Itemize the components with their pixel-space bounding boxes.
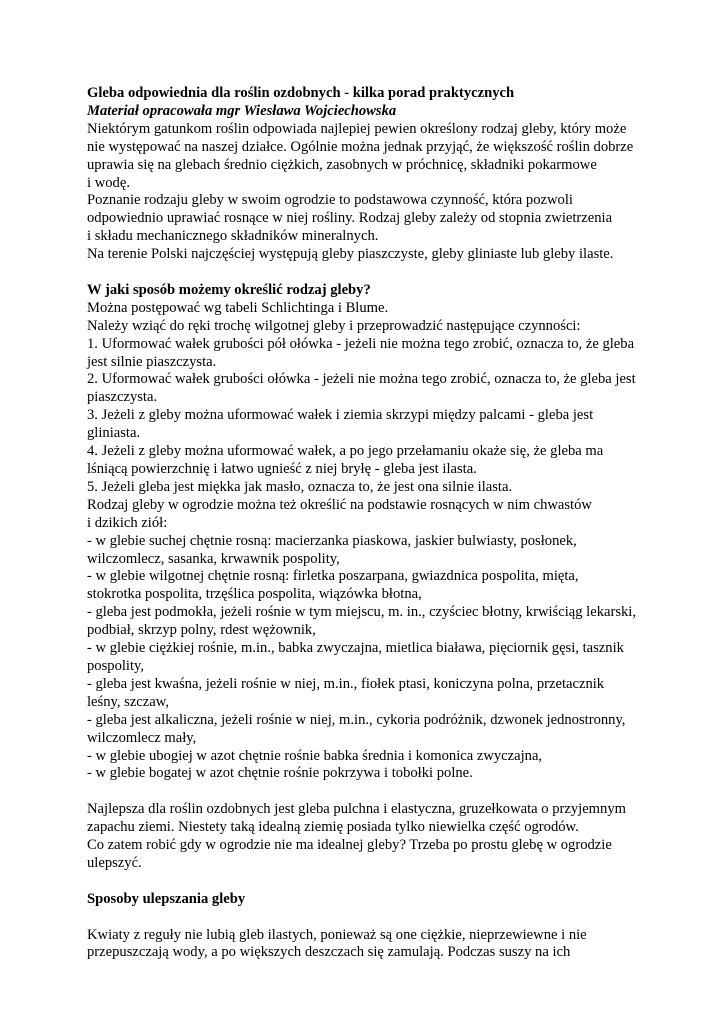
text-line: 1. Uformować wałek grubości pół ołówka - jeżeli nie można tego zrobić, oznacza to, że gleba (87, 335, 635, 352)
text-line: odpowiednio uprawiać rosnące w niej rośliny. Rodzaj gleby zależy od stopnia zwietrzenia (87, 210, 613, 227)
closing-paragraph (87, 801, 647, 873)
paragraph-gap (87, 909, 647, 927)
paragraph-gap (87, 264, 647, 282)
soil-type-instructions (87, 300, 647, 783)
text-line: nie występować na naszej działce. Ogólnie można jednak przyjąć, że większość roślin dobrze (87, 138, 634, 155)
text-line: 5. Jeżeli gleba jest miękka jak masło, oznacza to, że jest ona silnie ilasta. (87, 478, 513, 495)
text-line: Kwiaty z reguły nie lubią gleb ilastych, ponieważ są one ciężkie, nieprzewiewne i nie (87, 926, 587, 943)
text-line: pospolity, (87, 657, 145, 674)
text-line: - w glebie ciężkiej rośnie, m.in., babka zwyczajna, mietlica biaława, pięciornik gęsi, tasznik (87, 640, 624, 657)
text-line: gliniasta. (87, 425, 141, 442)
text-line: leśny, szczaw, (87, 693, 169, 710)
text-line: Można postępować wg tabeli Schlichtinga i Blume. (87, 299, 389, 316)
soil-improvement-paragraph (87, 927, 647, 963)
text-line: - gleba jest podmokła, jeżeli rośnie w tym miejscu, m. in., czyściec błotny, krwiściąg lekarski, (87, 604, 637, 621)
document-body (87, 85, 647, 962)
text-line: Co zatem robić gdy w ogrodzie nie ma idealnej gleby? Trzeba po prostu glebę w ogrodzie (87, 837, 612, 854)
text-line: - w glebie wilgotnej chętnie rosną: firletka poszarpana, gwiazdnica pospolita, mięta, (87, 568, 579, 585)
text-line: 3. Jeżeli z gleby można uformować wałek i ziemia skrzypi między palcami - gleba jest (87, 407, 594, 424)
document-author: Materiał opracowała mgr Wiesława Wojciechowska (87, 102, 397, 119)
text-line: wilczomlecz mały, (87, 729, 197, 746)
text-line: Na terenie Polski najczęściej występują gleby piaszczyste, gleby gliniaste lub gleby ilaste. (87, 246, 614, 263)
paragraph-gap (87, 783, 647, 801)
text-line: i dzikich ziół: (87, 514, 168, 531)
text-line: podbiał, skrzyp polny, rdest wężownik, (87, 622, 316, 639)
text-line: 2. Uformować wałek grubości ołówka - jeżeli nie można tego zrobić, oznacza to, że gleba jest (87, 371, 636, 388)
section-heading-soil-type: W jaki sposób możemy określić rodzaj gleby? (87, 281, 371, 298)
text-line: i wodę. (87, 174, 130, 191)
text-line: zapachu ziemi. Niestety taką idealną ziemię posiada tylko niewielka część ogrodów. (87, 819, 579, 836)
text-line: Najlepsza dla roślin ozdobnych jest gleba pulchna i elastyczna, gruzełkowata o przyjemnym (87, 801, 626, 818)
text-line: - w glebie suchej chętnie rosną: macierzanka piaskowa, jaskier bulwiasty, posłonek, (87, 532, 577, 549)
text-line: - gleba jest alkaliczna, jeżeli rośnie w niej, m.in., cykoria podróżnik, dzwonek jednostronny, (87, 711, 626, 728)
text-line: Rodzaj gleby w ogrodzie można też określić na podstawie rosnących w nim chwastów (87, 496, 592, 513)
text-line: uprawia się na glebach średnio ciężkich, zasobnych w próchnicę, składniki pokarmowe (87, 156, 597, 173)
text-line: - w glebie bogatej w azot chętnie rośnie pokrzywa i tobołki polne. (87, 765, 473, 782)
text-line: Niektórym gatunkom roślin odpowiada najlepiej pewien określony rodzaj gleby, który może (87, 120, 627, 137)
intro-paragraph (87, 121, 647, 264)
text-line: lśniącą powierzchnię i łatwo ugnieść z niej bryłę - gleba jest ilasta. (87, 461, 477, 478)
section-heading-soil-improvement: Sposoby ulepszania gleby (87, 890, 246, 907)
text-line: przepuszczają wody, a po większych deszczach się zamulają. Podczas suszy na ich (87, 944, 571, 961)
text-line: 4. Jeżeli z gleby można uformować wałek, a po jego przełamaniu okaże się, że gleba ma (87, 443, 604, 460)
text-line: stokrotka pospolita, trzęślica pospolita, wiązówka błotna, (87, 586, 422, 603)
text-line: Poznanie rodzaju gleby w swoim ogrodzie to podstawowa czynność, która pozwoli (87, 192, 573, 209)
text-line: wilczomlecz, sasanka, krwawnik pospolity, (87, 550, 340, 567)
document-title: Gleba odpowiednia dla roślin ozdobnych - kilka porad praktycznych (87, 85, 515, 101)
text-line: i składu mechanicznego składników mineralnych. (87, 228, 379, 245)
text-line: jest silnie piaszczysta. (87, 353, 217, 370)
text-line: - gleba jest kwaśna, jeżeli rośnie w niej, m.in., fiołek ptasi, koniczyna polna, przetacznik (87, 675, 605, 692)
text-line: ulepszyć. (87, 854, 142, 871)
text-line: - w glebie ubogiej w azot chętnie rośnie babka średnia i komonica zwyczajna, (87, 747, 543, 764)
paragraph-gap (87, 873, 647, 891)
text-line: piaszczysta. (87, 389, 158, 406)
text-line: Należy wziąć do ręki trochę wilgotnej gleby i przeprowadzić następujące czynności: (87, 317, 581, 334)
